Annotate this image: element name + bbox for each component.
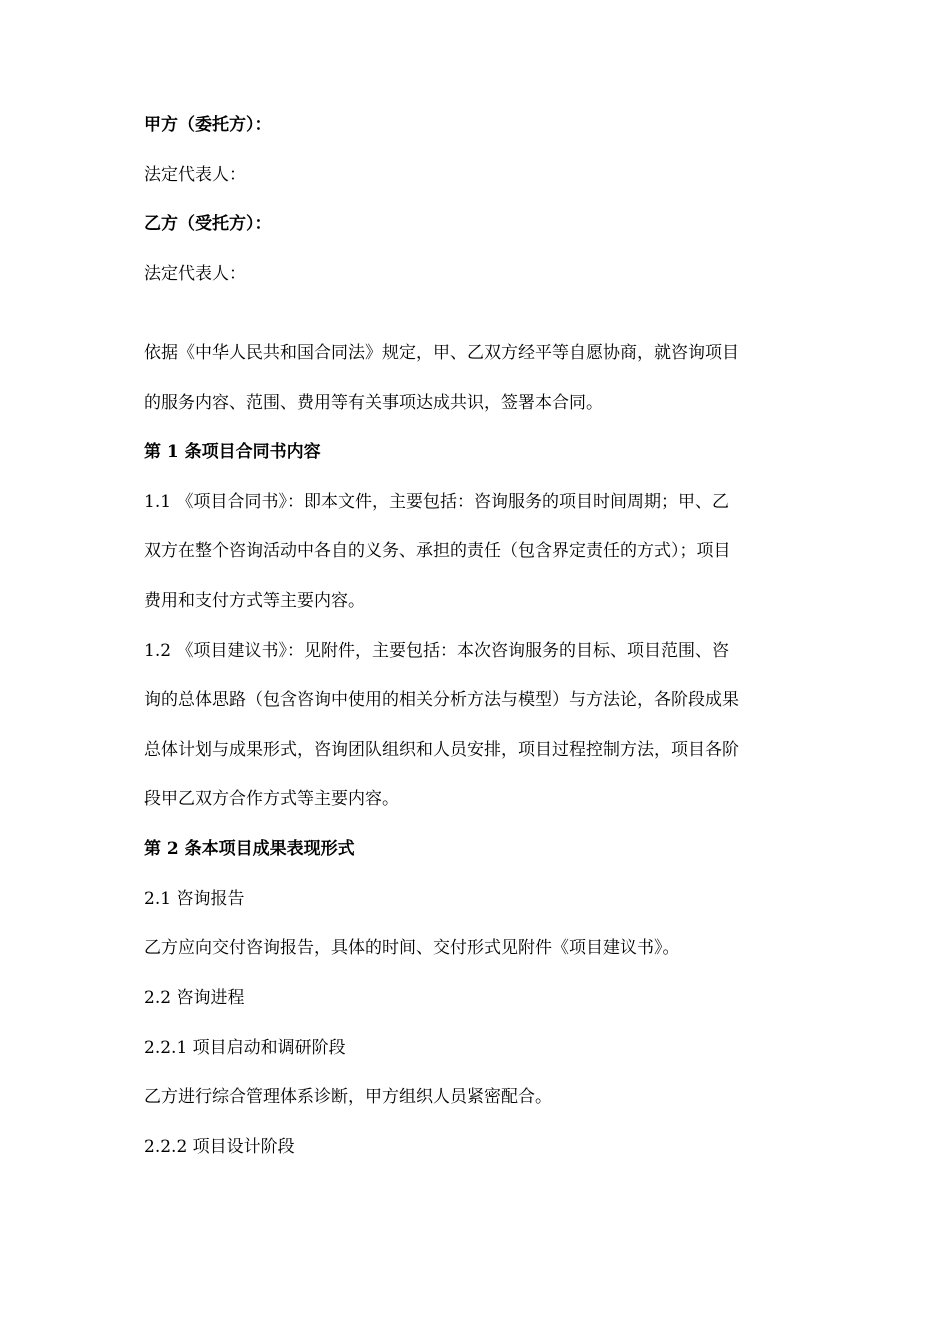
article-1-2-line-1: 1.2 《项目建议书》：见附件，主要包括：本次咨询服务的目标、项目范围、咨 [144, 641, 729, 661]
article-1-1-line-1: 1.1 《项目合同书》：即本文件，主要包括：咨询服务的项目时间周期；甲、乙 [144, 492, 729, 512]
party-b-label: 乙方（受托方）： [144, 214, 272, 234]
party-b-representative: 法定代表人： [144, 264, 246, 284]
article-1-1-line-2: 双方在整个咨询活动中各自的义务、承担的责任（包含界定责任的方式）；项目 [144, 541, 731, 561]
article-2-heading: 第 2 条本项目成果表现形式 [144, 839, 355, 859]
article-1-heading: 第 1 条项目合同书内容 [144, 442, 321, 462]
article-1-1-line-3: 费用和支付方式等主要内容。 [144, 591, 365, 611]
section-2-2-2-title: 2.2.2 项目设计阶段 [144, 1137, 295, 1157]
party-a-representative: 法定代表人： [144, 165, 246, 185]
section-2-1-text: 乙方应向交付咨询报告，具体的时间、交付形式见附件《项目建议书》。 [144, 938, 680, 958]
article-1-2-line-3: 总体计划与成果形式，咨询团队组织和人员安排，项目过程控制方法，项目各阶 [144, 740, 739, 760]
preamble-line-2: 的服务内容、范围、费用等有关事项达成共识，签署本合同。 [144, 393, 603, 413]
section-2-2-title: 2.2 咨询进程 [144, 988, 245, 1008]
section-2-1-title: 2.1 咨询报告 [144, 889, 245, 909]
section-2-2-1-text: 乙方进行综合管理体系诊断，甲方组织人员紧密配合。 [144, 1087, 552, 1107]
article-1-2-line-2: 询的总体思路（包含咨询中使用的相关分析方法与模型）与方法论，各阶段成果 [144, 690, 739, 710]
party-a-label: 甲方（委托方）： [144, 115, 272, 135]
section-2-2-1-title: 2.2.1 项目启动和调研阶段 [144, 1038, 346, 1058]
preamble-line-1: 依据《中华人民共和国合同法》规定，甲、乙双方经平等自愿协商，就咨询项目 [144, 343, 739, 363]
article-1-2-line-4: 段甲乙双方合作方式等主要内容。 [144, 789, 399, 809]
